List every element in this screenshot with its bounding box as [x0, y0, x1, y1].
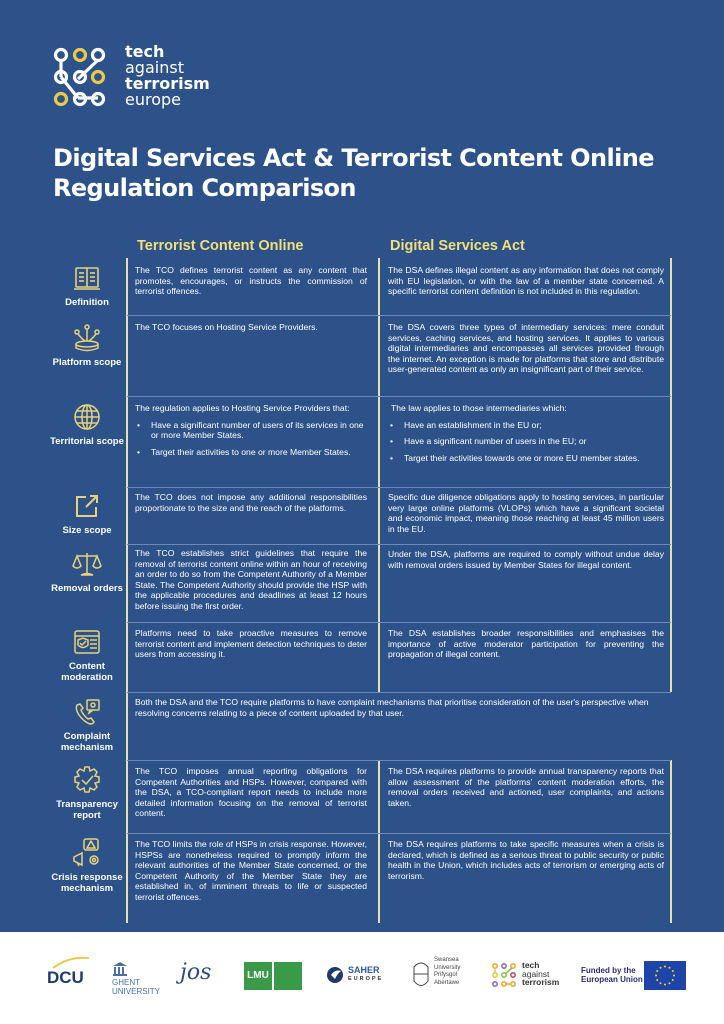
tco-cell-definition: The TCO defines terrorist content as any content that promotes, encourages, or instructs the commission of terrorist offences. — [135, 265, 367, 296]
lmu-logo-panel — [274, 962, 302, 990]
row-label-content-moderation — [48, 627, 126, 683]
gear-check-icon — [72, 765, 102, 795]
book-icon — [72, 263, 102, 293]
dsa-territorial-list — [388, 420, 664, 464]
row-divider — [127, 315, 671, 316]
row-label-territorial-scope — [48, 402, 126, 447]
tco-cell-size-scope: The TCO does not impose any additional responsibilities proportionate to the size and the reach of the platforms. — [135, 492, 367, 513]
row-label-text: Content moderation — [61, 661, 113, 683]
expand-arrow-icon — [72, 491, 102, 521]
column-divider — [670, 760, 672, 923]
row-divider — [127, 396, 671, 397]
row-label-crisis-response — [48, 838, 126, 894]
logo-word: europe — [125, 90, 181, 109]
list-item: • Have a significant number of users of its services in one or more Member States. — [135, 420, 367, 441]
row-label-text: Removal orders — [51, 583, 123, 594]
dsa-cell-crisis-response: The DSA requires platforms to take specific measures when a crisis is declared, which is defined as a serious threat to public security or public health in the Union, which includes acts of terrorism or emerging acts of terrorism. — [388, 839, 664, 881]
row-label-text: Territorial scope — [50, 436, 124, 447]
row-label-text: Platform scope — [52, 357, 122, 368]
row-label-text: Transparency report — [56, 799, 118, 821]
ghent-logo-line: GHENT — [112, 978, 140, 987]
tco-cell-transparency-report: The TCO imposes annual reporting obligations for Competent Authorities and HSPs. However, compared with the DSA, a TCO-compliant report needs to include more detailed information focusing on the removal of terrorist content. — [135, 766, 367, 818]
row-divider — [127, 622, 671, 623]
list-item: • Target their activities to one or more Member States. — [135, 447, 367, 458]
row-label-text: Size scope — [62, 525, 112, 536]
dcu-swoosh-icon — [49, 956, 93, 970]
tco-cell-content-moderation: Platforms need to take proactive measures to remove terrorist content and implement detection techniques to deter users from accessing it. — [135, 628, 367, 659]
lmu-logo-text: LMU — [244, 962, 272, 990]
funded-line: Funded by the — [581, 966, 636, 975]
building-icon — [112, 962, 128, 976]
row-label-definition — [48, 263, 126, 308]
network-platform-icon — [72, 323, 102, 353]
tco-cell-platform-scope: The TCO focuses on Hosting Service Providers. — [135, 322, 318, 332]
ghent-logo-line: UNIVERSITY — [112, 987, 161, 996]
swansea-logo-line: Swansea — [434, 957, 459, 963]
list-item: • Have an establishment in the EU or; — [388, 420, 664, 431]
row-label-platform-scope — [48, 323, 126, 368]
row-divider — [127, 544, 671, 545]
scales-icon — [72, 549, 102, 579]
tco-cell-territorial-scope — [135, 403, 367, 463]
dove-globe-icon — [326, 965, 344, 985]
swansea-logo-line: Abertawe — [434, 979, 460, 986]
column-divider — [378, 760, 380, 923]
dsa-cell-removal-orders: Under the DSA, platforms are required to comply without undue delay with removal orders issued by Member States for illegal content. — [388, 549, 664, 570]
logo-word: against — [125, 58, 184, 77]
funded-line: European Union — [581, 975, 643, 984]
phone-chat-icon — [72, 697, 102, 727]
tco-cell-crisis-response: The TCO limits the role of HSPs in crisis response. However, HSPSs are nonetheless required to promptly inform the relevant authorities of the Member State concerned, or the Competent Authority of the Member State they are established in, of imminent threats to life or suspected terrorist offences. — [135, 839, 367, 902]
logo-word: tech — [125, 42, 165, 61]
tat-logo-line: against — [522, 968, 550, 979]
tco-cell-removal-orders: The TCO establishes strict guidelines that require the removal of terrorist content online within an hour of receiving an order to do so from the Competent Authority of a Member State. The Competent Authority should provide the HSP with the applicable procedures and deadlines at least 12 hours before issuing the first order. — [135, 548, 367, 611]
lmu-logo — [244, 962, 302, 990]
list-item: • Have a significant number of users in the EU; or — [388, 436, 664, 447]
row-label-text: Definition — [65, 297, 109, 308]
dsa-cell-size-scope: Specific due diligence obligations apply to hosting services, in particular very large online platforms (VLOPs) which have a significant societal and economic impact, meaning those reaching at least 45 million users in the EU. — [388, 492, 664, 534]
column-divider — [670, 258, 672, 692]
dsa-cell-definition: The DSA defines illegal content as any information that does not comply with EU legislation, or with the law of a member state concerned. A specific terrorist content definition is not included in this regulation. — [388, 265, 664, 296]
network-nodes-icon — [492, 963, 518, 987]
row-label-transparency-report — [48, 765, 126, 821]
page-title: Digital Services Act & Terrorist Content Online Regulation Comparison — [53, 144, 654, 202]
row-label-complaint-mechanism — [48, 697, 126, 753]
saher-logo-line: SAHER — [348, 965, 380, 975]
row-label-removal-orders — [48, 549, 126, 594]
globe-icon — [72, 402, 102, 432]
dsa-cell-territorial-scope — [388, 403, 664, 469]
dsa-cell-content-moderation: The DSA establishes broader responsibilities and emphasises the importance of active moderator participation for preventing the propagation of illegal content. — [388, 628, 664, 659]
funded-by-eu-text — [581, 966, 643, 984]
list-item: • Target their activities towards one or more EU member states. — [388, 453, 664, 464]
row-divider — [127, 833, 671, 834]
logo-wordmark — [125, 44, 210, 108]
tco-territorial-intro: The regulation applies to Hosting Service Providers that: — [135, 403, 350, 413]
swansea-logo-line: University — [434, 964, 461, 971]
dsa-territorial-intro: The law applies to those intermediaries which: — [391, 403, 567, 413]
shared-cell-complaint-mechanism: Both the DSA and the TCO require platforms to have complaint mechanisms that prioritise consideration of the user's perspective when resolving concerns relating to a piece of content uploaded by that user. — [135, 697, 649, 718]
saher-logo-line: EUROPE — [348, 976, 384, 982]
tat-logo-line: terrorism — [522, 977, 560, 987]
network-nodes-icon — [52, 46, 118, 112]
ghent-university-logo — [112, 962, 160, 996]
row-label-size-scope — [48, 491, 126, 536]
jos-logo: jos — [180, 960, 212, 985]
row-divider — [127, 760, 671, 761]
row-label-text: Crisis response mechanism — [51, 872, 123, 894]
megaphone-alert-icon — [72, 838, 102, 868]
dcu-logo — [47, 968, 84, 988]
tech-against-terrorism-europe-logo — [52, 44, 232, 114]
eu-stars-icon — [644, 961, 686, 990]
dsa-cell-platform-scope: The DSA covers three types of intermediary services: mere conduit services, caching services, and hosting services. It applies to various digital intermediaries and encompasses all services provided through the internet. An exception is made for platforms that store and distribute user-generated content as only an insignificant part of their service. — [388, 322, 664, 374]
logo-word: terrorism — [125, 74, 210, 93]
column-divider — [378, 258, 380, 692]
row-divider — [127, 487, 671, 488]
row-divider — [127, 692, 671, 693]
crest-icon — [412, 957, 430, 991]
tat-logo-line: tech — [522, 960, 540, 970]
shield-window-icon — [72, 627, 102, 657]
dsa-cell-transparency-report: The DSA requires platforms to provide annual transparency reports that allow assessment of the platforms' content moderation efforts, the removal orders received and actioned, user complaints, and actions taken. — [388, 766, 664, 808]
dcu-logo-text: DCU — [47, 968, 84, 987]
tco-territorial-list — [135, 420, 367, 458]
row-label-text: Complaint mechanism — [60, 731, 114, 753]
column-divider — [126, 258, 128, 923]
column-header-tco: Terrorist Content Online — [137, 238, 304, 254]
eu-flag — [644, 961, 686, 990]
column-header-dsa: Digital Services Act — [390, 238, 525, 254]
swansea-logo-line: Prifysgol — [434, 972, 458, 978]
